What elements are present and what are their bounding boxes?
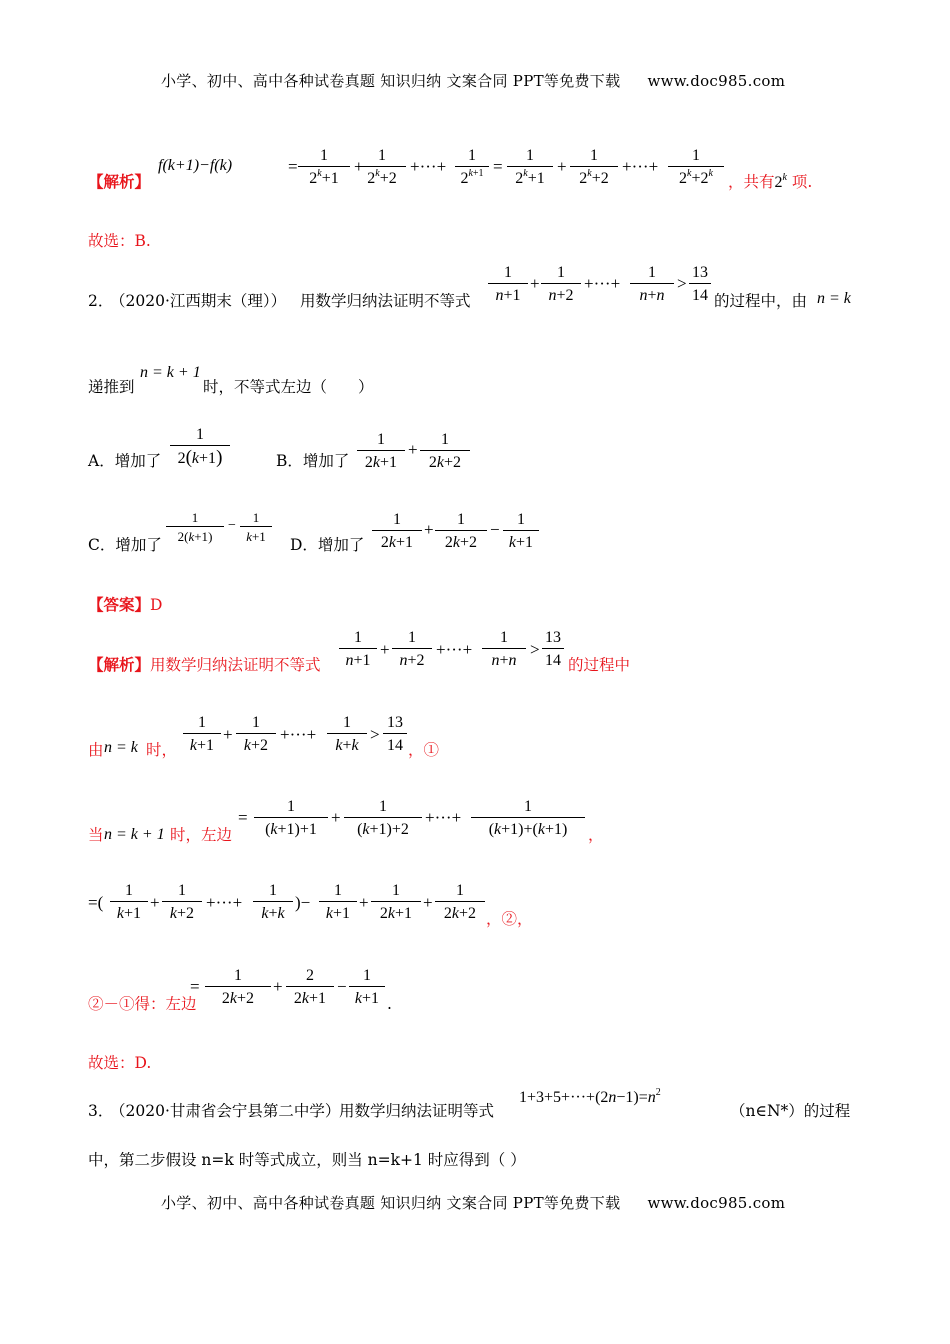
q2-analysis-frac-4: 13 14	[542, 628, 564, 671]
q2-step2-frac-2: 1 (k+1)+2	[344, 797, 422, 840]
q2-stem-b: 的过程中，由	[714, 292, 808, 310]
header-text: 小学、初中、高中各种试卷真题 知识归纳 文案合同 PPT等免费下载	[161, 72, 621, 90]
q3-stem-c: 中，第二步假设 n=k 时等式成立，则当 n=k+1 时应得到（ ）	[88, 1151, 526, 1169]
q2-n-eq-k1: n = k + 1	[140, 364, 201, 381]
q2-when-left: 时，左边	[170, 826, 233, 844]
prev-frac-3: 1 $2^{k+1}$	[455, 146, 489, 189]
footer-url: www.doc985.com	[647, 1194, 786, 1212]
q2-option-c: C．增加了	[88, 536, 162, 554]
footer-text: 小学、初中、高中各种试卷真题 知识归纳 文案合同 PPT等免费下载	[161, 1194, 621, 1212]
q2-step1-frac-1: 1 k+1	[183, 713, 221, 756]
q2-option-c-frac-2: 1 k+1	[240, 510, 272, 545]
q2-option-b-frac-1: 1 2k+1	[357, 430, 405, 473]
q2-mark-2: ，②，	[486, 910, 533, 928]
q2-frac-4: 13 14	[689, 263, 711, 306]
q3-stem-b: （n∈N*）的过程	[730, 1102, 851, 1120]
q2-dang: 当	[88, 826, 104, 844]
q2-step2-frac-3: 1 (k+1)+(k+1)	[471, 797, 585, 840]
q2-dang-n-eq-k1: n = k + 1	[104, 826, 165, 843]
q2-analysis-frac-3: 1 n+n	[482, 628, 526, 671]
q2-comma: ，	[588, 826, 604, 844]
q2-step1-frac-4: 13 14	[383, 713, 407, 756]
q2-step1-frac-2: 1 k+2	[236, 713, 276, 756]
q2-diff: ②－①得：左边	[88, 995, 197, 1013]
q2-answer: 【答案】D	[88, 595, 163, 614]
q2-analysis-frac-1: 1 n+1	[339, 628, 377, 671]
q2-analysis-b: 的过程中	[568, 656, 631, 674]
prev-tail: ，共有2$^k$ 项.	[728, 172, 813, 191]
q2-n-eq-k: n = k	[817, 290, 851, 307]
q2-source: （2020·江西期末（理））	[110, 292, 287, 310]
q2-result-frac-3: 1 k+1	[349, 966, 385, 1009]
header-url: www.doc985.com	[647, 72, 786, 90]
q3-formula: $1+3+5+\cdot\cdot\cdot+(2n-1)=n^2$	[519, 1087, 661, 1106]
q2-mark-1: ，①	[408, 741, 440, 759]
q2-stem-c: 递推到	[88, 378, 135, 396]
q2-step1-frac-3: 1 k+k	[327, 713, 367, 756]
q2-stem-d: 时，不等式左边（ ）	[203, 378, 374, 396]
q2-result-frac-1: 1 2k+2	[205, 966, 271, 1009]
q2-step2-frac-1: 1 (k+1)+1	[254, 797, 328, 840]
prev-frac-2: 1 $2^k+2$	[358, 146, 406, 189]
prev-frac-5: 1 $2^k+2$	[570, 146, 618, 189]
page-footer	[161, 1192, 785, 1213]
prev-formula-lhs: f(k+1)−f(k)	[158, 157, 233, 174]
q2-when: 时，	[146, 741, 178, 759]
q2-step3-frac-3: 1 k+k	[253, 881, 293, 924]
q2-step3-frac-4: 1 k+1	[319, 881, 357, 924]
q3-stem-a: 用数学归纳法证明等式	[339, 1102, 495, 1120]
q2-frac-1: 1 n+1	[488, 263, 528, 306]
q2-step3-frac-1: 1 k+1	[110, 881, 148, 924]
q2-step3-frac-6: 1 2k+2	[435, 881, 485, 924]
prev-analysis-label: 【解析】	[88, 172, 151, 191]
q2-by: 由	[88, 741, 104, 759]
q2-analysis-line-1: 【解析】用数学归纳法证明不等式	[88, 655, 321, 674]
q2-result-frac-2: 2 2k+1	[286, 966, 334, 1009]
q2-option-b: B．增加了	[276, 452, 350, 470]
prev-frac-6: 1 $2^k+2^k$	[668, 146, 724, 189]
q2-option-a: A．增加了	[88, 452, 162, 470]
page-header	[161, 70, 785, 91]
prev-conclusion: 故选：B.	[88, 232, 151, 250]
q2-number: 2．	[88, 292, 114, 310]
q2-option-a-frac: 1 2(k+1)	[170, 425, 230, 468]
q2-option-b-frac-2: 1 2k+2	[420, 430, 470, 473]
q2-option-d-frac-3: 1 k+1	[503, 510, 539, 553]
q2-step3-frac-2: 1 k+2	[162, 881, 202, 924]
q2-period: .	[387, 995, 392, 1013]
q2-frac-2: 1 n+2	[541, 263, 581, 306]
q3-number: 3．	[88, 1102, 114, 1120]
q2-option-d: D．增加了	[290, 536, 365, 554]
q2-frac-3: 1 n+n	[630, 263, 674, 306]
q2-conclusion: 故选：D.	[88, 1054, 152, 1072]
q2-stem-a: 用数学归纳法证明不等式	[300, 292, 471, 310]
prev-frac-1: 1 $2^k+1$	[298, 146, 350, 189]
q2-option-d-frac-2: 1 2k+2	[435, 510, 487, 553]
q2-step3-frac-5: 1 2k+1	[371, 881, 421, 924]
prev-frac-4: 1 $2^k+1$	[507, 146, 553, 189]
q3-source: （2020·甘肃省会宁县第二中学）	[110, 1102, 341, 1120]
q2-option-c-frac-1: 1 2(k+1)	[166, 510, 224, 545]
q2-option-d-frac-1: 1 2k+1	[372, 510, 422, 553]
q2-by-n-eq-k: n = k	[104, 739, 138, 756]
q2-analysis-frac-2: 1 n+2	[392, 628, 432, 671]
q2-step3-open: =(	[88, 893, 104, 912]
